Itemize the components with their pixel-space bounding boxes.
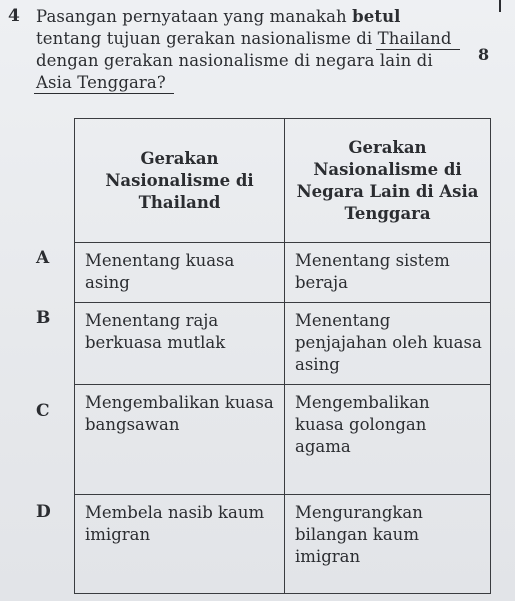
- cell-thailand: Membela nasib kaum imigran: [75, 495, 285, 594]
- option-letter-c[interactable]: C: [36, 401, 50, 421]
- question-text: [36, 6, 466, 94]
- option-letter-b[interactable]: B: [36, 308, 51, 328]
- cell-thailand: Menentang kuasa asing: [75, 243, 285, 303]
- cell-thailand: Menentang raja berkuasa mutlak: [75, 303, 285, 385]
- table-header-row: [75, 119, 491, 243]
- question-line-2: [36, 28, 466, 50]
- cell-other: Mengembalikan kuasa golongan agama: [285, 385, 491, 495]
- question-line-2-text: tentang tujuan gerakan nasionalisme di: [36, 29, 378, 48]
- cell-other: Mengurangkan bilangan kaum imigran: [285, 495, 491, 594]
- table-row[interactable]: [75, 303, 491, 385]
- cell-other: Menentang sistem beraja: [285, 243, 491, 303]
- question-line-1-text: Pasangan pernyataan yang manakah: [36, 7, 353, 26]
- header-thailand: Gerakan Nasionalisme di Thailand: [75, 119, 285, 243]
- question-country-underlined: Thailand: [377, 29, 452, 48]
- question-line-4-text: Asia Tenggara?: [36, 73, 166, 92]
- page-edge-mark: [499, 0, 501, 12]
- question-line-1: [36, 6, 466, 28]
- comparison-table: [74, 118, 491, 594]
- cell-thailand: Mengembalikan kuasa bangsawan: [75, 385, 285, 495]
- option-letter-a[interactable]: A: [36, 248, 50, 268]
- option-letter-d[interactable]: D: [36, 502, 51, 522]
- question-line-4: [36, 72, 466, 94]
- table-row[interactable]: [75, 243, 491, 303]
- question-keyword-betul: betul: [352, 7, 401, 26]
- question-line-3: dengan gerakan nasionalisme di negara lain di: [36, 51, 433, 70]
- question-marks: 8: [478, 45, 490, 64]
- answer-table: [74, 118, 490, 593]
- cell-other: Menentang penjajahan oleh kuasa asing: [285, 303, 491, 385]
- question-number: 4: [8, 6, 20, 26]
- table-row[interactable]: [75, 495, 491, 594]
- table-row[interactable]: [75, 385, 491, 495]
- header-other-countries: Gerakan Nasionalisme di Negara Lain di Asia Tenggara: [285, 119, 491, 243]
